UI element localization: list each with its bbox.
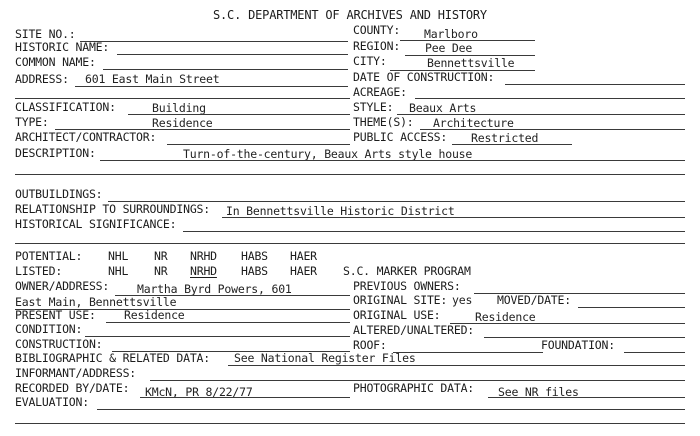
address-value: 601 East Main Street bbox=[85, 72, 220, 86]
county-label: COUNTY: bbox=[353, 23, 401, 37]
historic-name-line bbox=[117, 54, 348, 55]
description-line-2 bbox=[15, 174, 685, 175]
architect-line bbox=[167, 144, 350, 145]
listed-nhl: NHL bbox=[108, 264, 129, 278]
photographic-data-value: See NR files bbox=[498, 385, 579, 399]
historical-significance-line bbox=[183, 231, 685, 232]
recorded-by-line bbox=[140, 397, 350, 398]
informant-label: INFORMANT/ADDRESS: bbox=[15, 366, 137, 380]
themes-line bbox=[420, 129, 685, 130]
themes-label: THEME(S): bbox=[353, 115, 414, 129]
potential-nrhd: NRHD bbox=[190, 249, 217, 263]
classification-line bbox=[128, 114, 350, 115]
altered-label: ALTERED/UNALTERED: bbox=[353, 323, 475, 337]
historical-significance-label: HISTORICAL SIGNIFICANCE: bbox=[15, 217, 177, 231]
acreage-label: ACREAGE: bbox=[353, 85, 407, 99]
potential-habs: HABS bbox=[241, 249, 268, 263]
style-label: STYLE: bbox=[353, 100, 394, 114]
owner-address-value-1: Martha Byrd Powers, 601 bbox=[137, 282, 292, 296]
original-use-line bbox=[450, 323, 685, 324]
form-title: S.C. DEPARTMENT OF ARCHIVES AND HISTORY bbox=[213, 8, 487, 22]
condition-line bbox=[85, 336, 350, 337]
bibliographic-label: BIBLIOGRAPHIC & RELATED DATA: bbox=[15, 351, 210, 365]
listed-nr: NR bbox=[154, 264, 168, 278]
site-no-label: SITE NO.: bbox=[15, 27, 76, 41]
public-access-label: PUBLIC ACCESS: bbox=[353, 130, 448, 144]
original-use-label: ORIGINAL USE: bbox=[353, 308, 441, 322]
description-line bbox=[100, 160, 685, 161]
site-no-line bbox=[80, 41, 348, 42]
bibliographic-line bbox=[228, 365, 685, 366]
section-divider-1 bbox=[15, 98, 350, 99]
moved-date-label: MOVED/DATE: bbox=[497, 293, 571, 307]
acreage-line bbox=[415, 98, 685, 99]
classification-label: CLASSIFICATION: bbox=[15, 100, 116, 114]
present-use-label: PRESENT USE: bbox=[15, 308, 96, 322]
original-use-value: Residence bbox=[475, 310, 536, 324]
region-label: REGION: bbox=[353, 39, 401, 53]
public-access-value: Restricted bbox=[471, 131, 539, 145]
moved-date-line bbox=[578, 307, 685, 308]
date-of-construction-line bbox=[505, 84, 685, 85]
photographic-data-line bbox=[488, 397, 685, 398]
type-label: TYPE: bbox=[15, 115, 49, 129]
date-of-construction-label: DATE OF CONSTRUCTION: bbox=[353, 70, 495, 84]
owner-address-value-2: East Main, Bennettsville bbox=[15, 295, 177, 309]
public-access-line bbox=[452, 144, 572, 145]
marker-program-label: S.C. MARKER PROGRAM bbox=[343, 264, 471, 278]
address-line bbox=[75, 86, 348, 87]
potential-label: POTENTIAL: bbox=[15, 249, 83, 263]
outbuildings-label: OUTBUILDINGS: bbox=[15, 187, 103, 201]
type-value: Residence bbox=[152, 116, 213, 130]
description-value: Turn-of-the-century, Beaux Arts style house bbox=[183, 147, 473, 161]
listed-habs: HABS bbox=[241, 264, 268, 278]
evaluation-line bbox=[97, 409, 685, 410]
potential-nr: NR bbox=[154, 249, 168, 263]
original-site-label: ORIGINAL SITE: bbox=[353, 293, 448, 307]
style-line bbox=[397, 114, 685, 115]
foundation-label: FOUNDATION: bbox=[541, 338, 615, 352]
city-value: Bennettsville bbox=[427, 56, 515, 70]
county-value: Marlboro bbox=[424, 27, 478, 41]
style-value: Beaux Arts bbox=[409, 101, 477, 115]
description-label: DESCRIPTION: bbox=[15, 146, 96, 160]
owner-address-label: OWNER/ADDRESS: bbox=[15, 279, 110, 293]
listed-nrhd-selected: NRHD bbox=[190, 264, 217, 278]
photographic-data-label: PHOTOGRAPHIC DATA: bbox=[353, 381, 475, 395]
significance-line-2 bbox=[15, 243, 685, 244]
common-name-line bbox=[103, 69, 348, 70]
original-site-value: yes bbox=[452, 293, 473, 307]
relationship-line bbox=[222, 217, 685, 218]
classification-value: Building bbox=[152, 101, 206, 115]
evaluation-line-2 bbox=[15, 423, 685, 424]
potential-nhl: NHL bbox=[108, 249, 129, 263]
architect-label: ARCHITECT/CONTRACTOR: bbox=[15, 130, 157, 144]
condition-label: CONDITION: bbox=[15, 322, 83, 336]
common-name-label: COMMON NAME: bbox=[15, 55, 96, 69]
foundation-line bbox=[624, 352, 685, 353]
previous-owners-label: PREVIOUS OWNERS: bbox=[353, 279, 461, 293]
listed-haer: HAER bbox=[290, 264, 317, 278]
present-use-value: Residence bbox=[124, 308, 185, 322]
region-value: Pee Dee bbox=[425, 41, 473, 55]
present-use-line bbox=[106, 322, 350, 323]
relationship-value: In Bennettsville Historic District bbox=[226, 204, 455, 218]
listed-label: LISTED: bbox=[15, 264, 63, 278]
evaluation-label: EVALUATION: bbox=[15, 395, 89, 409]
city-label: CITY: bbox=[353, 54, 387, 68]
address-label: ADDRESS: bbox=[15, 72, 69, 86]
recorded-by-value: KMcN, PR 8/22/77 bbox=[145, 385, 253, 399]
construction-label: CONSTRUCTION: bbox=[15, 337, 103, 351]
relationship-label: RELATIONSHIP TO SURROUNDINGS: bbox=[15, 202, 210, 216]
roof-label: ROOF: bbox=[353, 338, 387, 352]
historic-name-label: HISTORIC NAME: bbox=[15, 40, 110, 54]
bibliographic-value: See National Register Files bbox=[234, 351, 416, 365]
themes-value: Architecture bbox=[433, 116, 514, 130]
potential-haer: HAER bbox=[290, 249, 317, 263]
recorded-by-label: RECORDED BY/DATE: bbox=[15, 381, 130, 395]
